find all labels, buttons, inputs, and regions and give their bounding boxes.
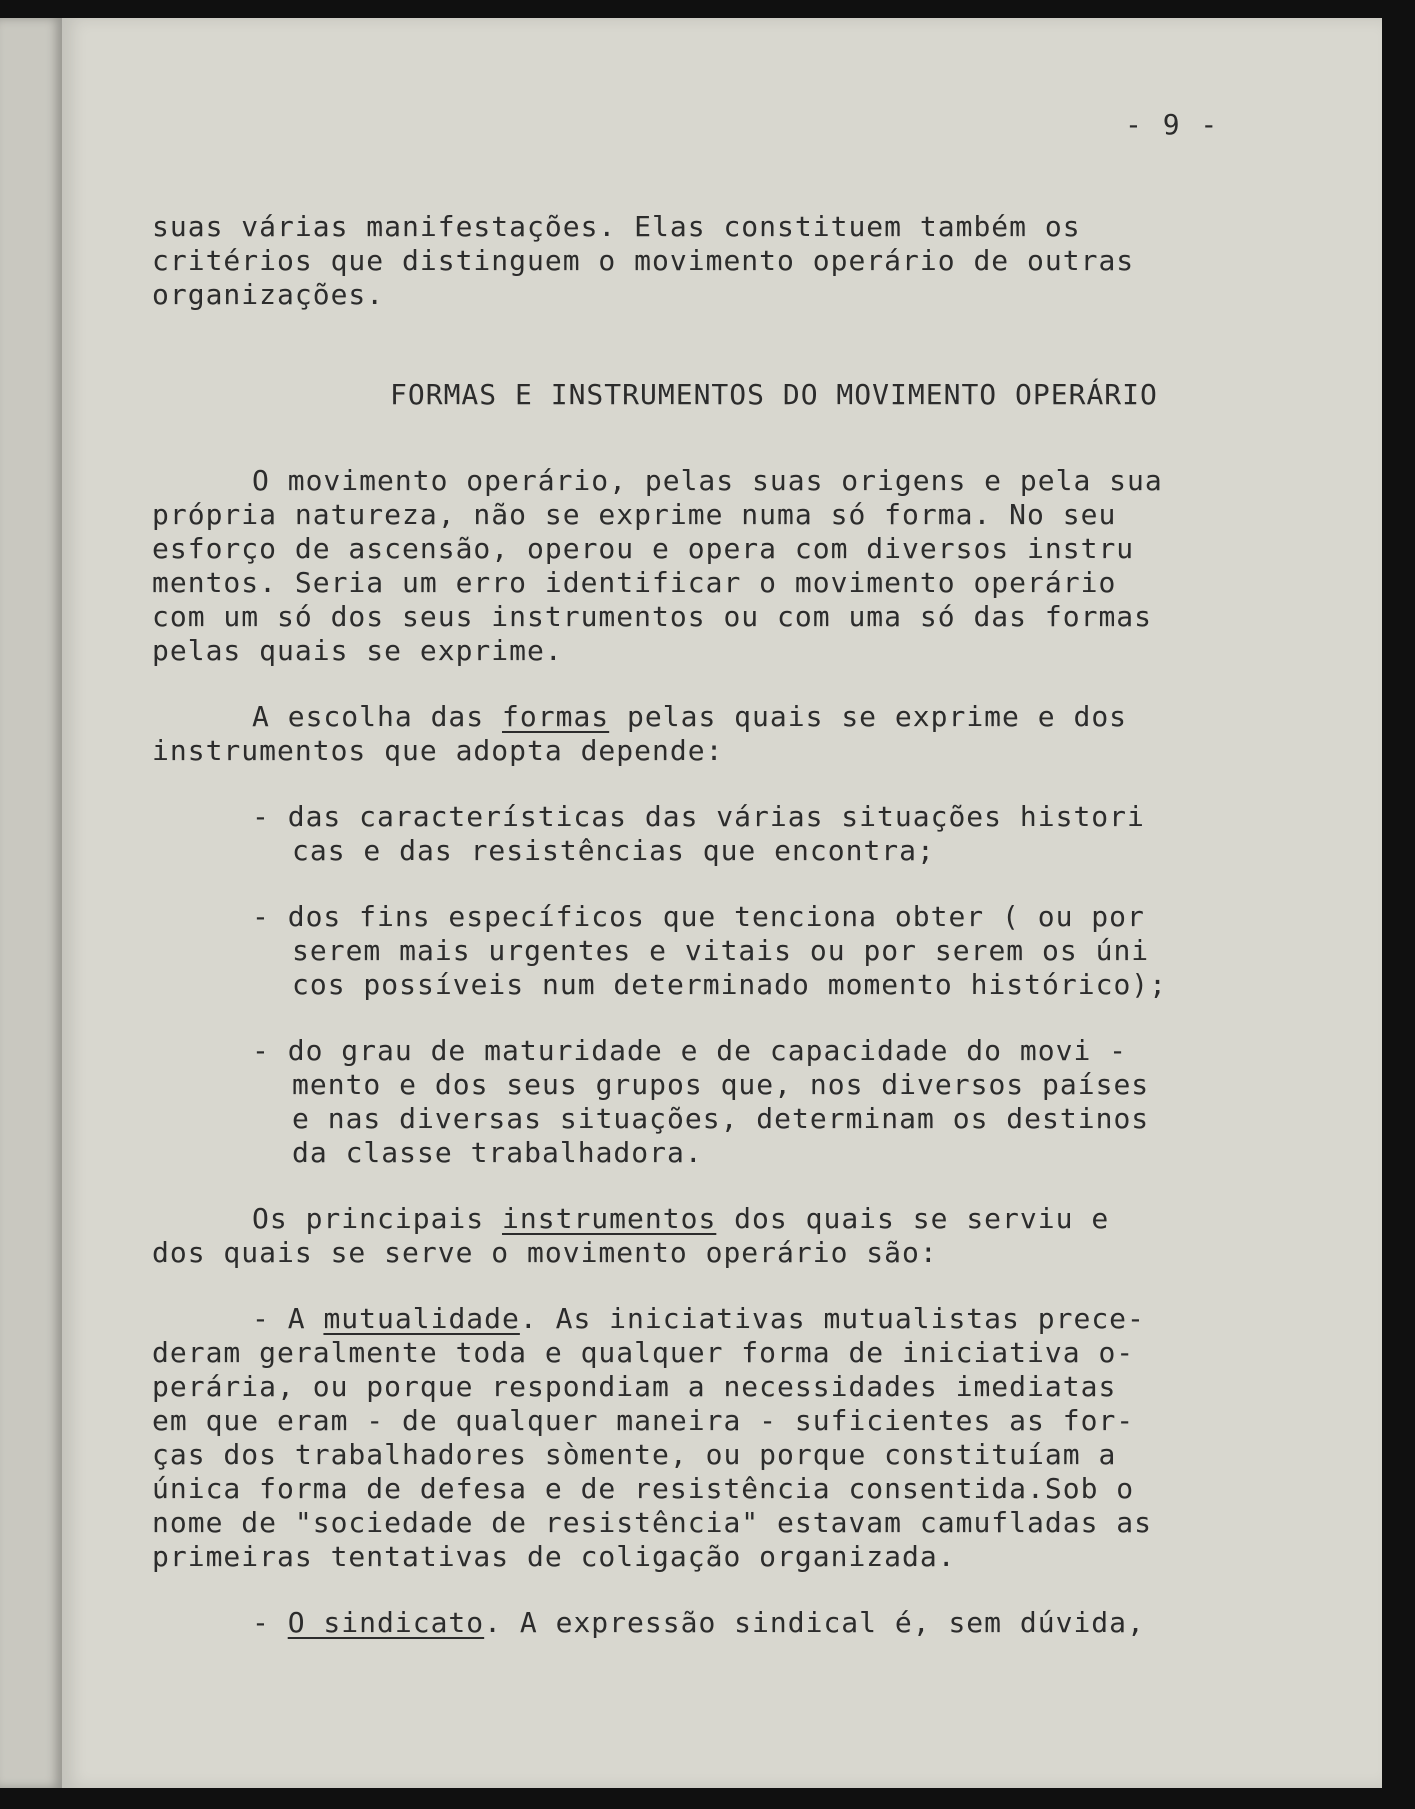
- text-line: perária, ou porque respondiam a necessidades imediatas: [152, 1370, 1117, 1403]
- text-line: - das características das várias situações histori: [252, 800, 1145, 833]
- text-line: própria natureza, não se exprime numa só forma. No seu: [152, 498, 1117, 531]
- text-run: -: [252, 1606, 288, 1639]
- text-line: O movimento operário, pelas suas origens e pela sua: [252, 464, 1163, 497]
- text-line: mento e dos seus grupos que, nos diversos países: [292, 1068, 1150, 1101]
- bullet-item-1: [152, 800, 1272, 868]
- text-line: mentos. Seria um erro identificar o movimento operário: [152, 566, 1117, 599]
- paragraph-4: [152, 1302, 1272, 1574]
- body-text: [152, 210, 1272, 1640]
- text-run: - A: [252, 1302, 324, 1335]
- text-line: em que eram - de qualquer maneira - suficientes as for-: [152, 1404, 1135, 1437]
- text-line: ças dos trabalhadores sòmente, ou porque constituíam a: [152, 1438, 1117, 1471]
- text-run: . As iniciativas mutualistas prece-: [519, 1302, 1145, 1335]
- text-line: pelas quais se exprime.: [152, 634, 563, 667]
- text-run: dos quais se serviu e: [716, 1202, 1110, 1235]
- text-line: [152, 1302, 1272, 1336]
- text-line: [152, 1606, 1272, 1640]
- text-run: . A expressão sindical é, sem dúvida,: [484, 1606, 1145, 1639]
- paragraph-2: [152, 700, 1272, 768]
- page-number: - 9 -: [1125, 108, 1220, 141]
- text-line: primeiras tentativas de coligação organizada.: [152, 1540, 956, 1573]
- text-line: [152, 700, 1272, 734]
- section-heading: FORMAS E INSTRUMENTOS DO MOVIMENTO OPERÁRIO: [390, 378, 1158, 411]
- intro-paragraph: [152, 210, 1272, 312]
- text-line: esforço de ascensão, operou e opera com diversos instru: [152, 532, 1135, 565]
- text-line: e nas diversas situações, determinam os destinos: [292, 1102, 1150, 1135]
- text-line: [152, 1202, 1272, 1236]
- text-line: organizações.: [152, 278, 385, 311]
- paragraph-3: [152, 1202, 1272, 1270]
- underlined-term-formas: formas: [502, 700, 610, 733]
- text-line: - do grau de maturidade e de capacidade do movi -: [252, 1034, 1128, 1067]
- text-line: instrumentos que adopta depende:: [152, 734, 724, 767]
- underlined-term-mutualidade: mutualidade: [323, 1302, 520, 1335]
- left-page-edge: [0, 18, 62, 1788]
- paragraph-5: [152, 1606, 1272, 1640]
- text-run: pelas quais se exprime e dos: [609, 700, 1128, 733]
- text-line: deram geralmente toda e qualquer forma de iniciativa o-: [152, 1336, 1135, 1369]
- text-line: suas várias manifestações. Elas constituem também os: [152, 210, 1081, 243]
- text-line: da classe trabalhadora.: [292, 1136, 703, 1169]
- underlined-term-instrumentos: instrumentos: [502, 1202, 717, 1235]
- text-line: com um só dos seus instrumentos ou com uma só das formas: [152, 600, 1153, 633]
- paragraph-1: [152, 464, 1272, 668]
- text-line: serem mais urgentes e vitais ou por serem os úni: [292, 934, 1150, 967]
- text-line: única forma de defesa e de resistência consentida.Sob o: [152, 1472, 1135, 1505]
- bullet-item-3: [152, 1034, 1272, 1170]
- text-run: Os principais: [252, 1202, 503, 1235]
- text-line: cos possíveis num determinado momento histórico);: [292, 968, 1168, 1001]
- text-line: critérios que distinguem o movimento operário de outras: [152, 244, 1135, 277]
- text-line: dos quais se serve o movimento operário são:: [152, 1236, 938, 1269]
- bullet-item-2: [152, 900, 1272, 1002]
- underlined-term-sindicato: O sindicato: [287, 1606, 485, 1639]
- text-line: nome de "sociedade de resistência" estavam camufladas as: [152, 1506, 1153, 1539]
- text-run: A escolha das: [252, 700, 503, 733]
- text-line: cas e das resistências que encontra;: [292, 834, 935, 867]
- text-line: - dos fins específicos que tenciona obter ( ou por: [252, 900, 1145, 933]
